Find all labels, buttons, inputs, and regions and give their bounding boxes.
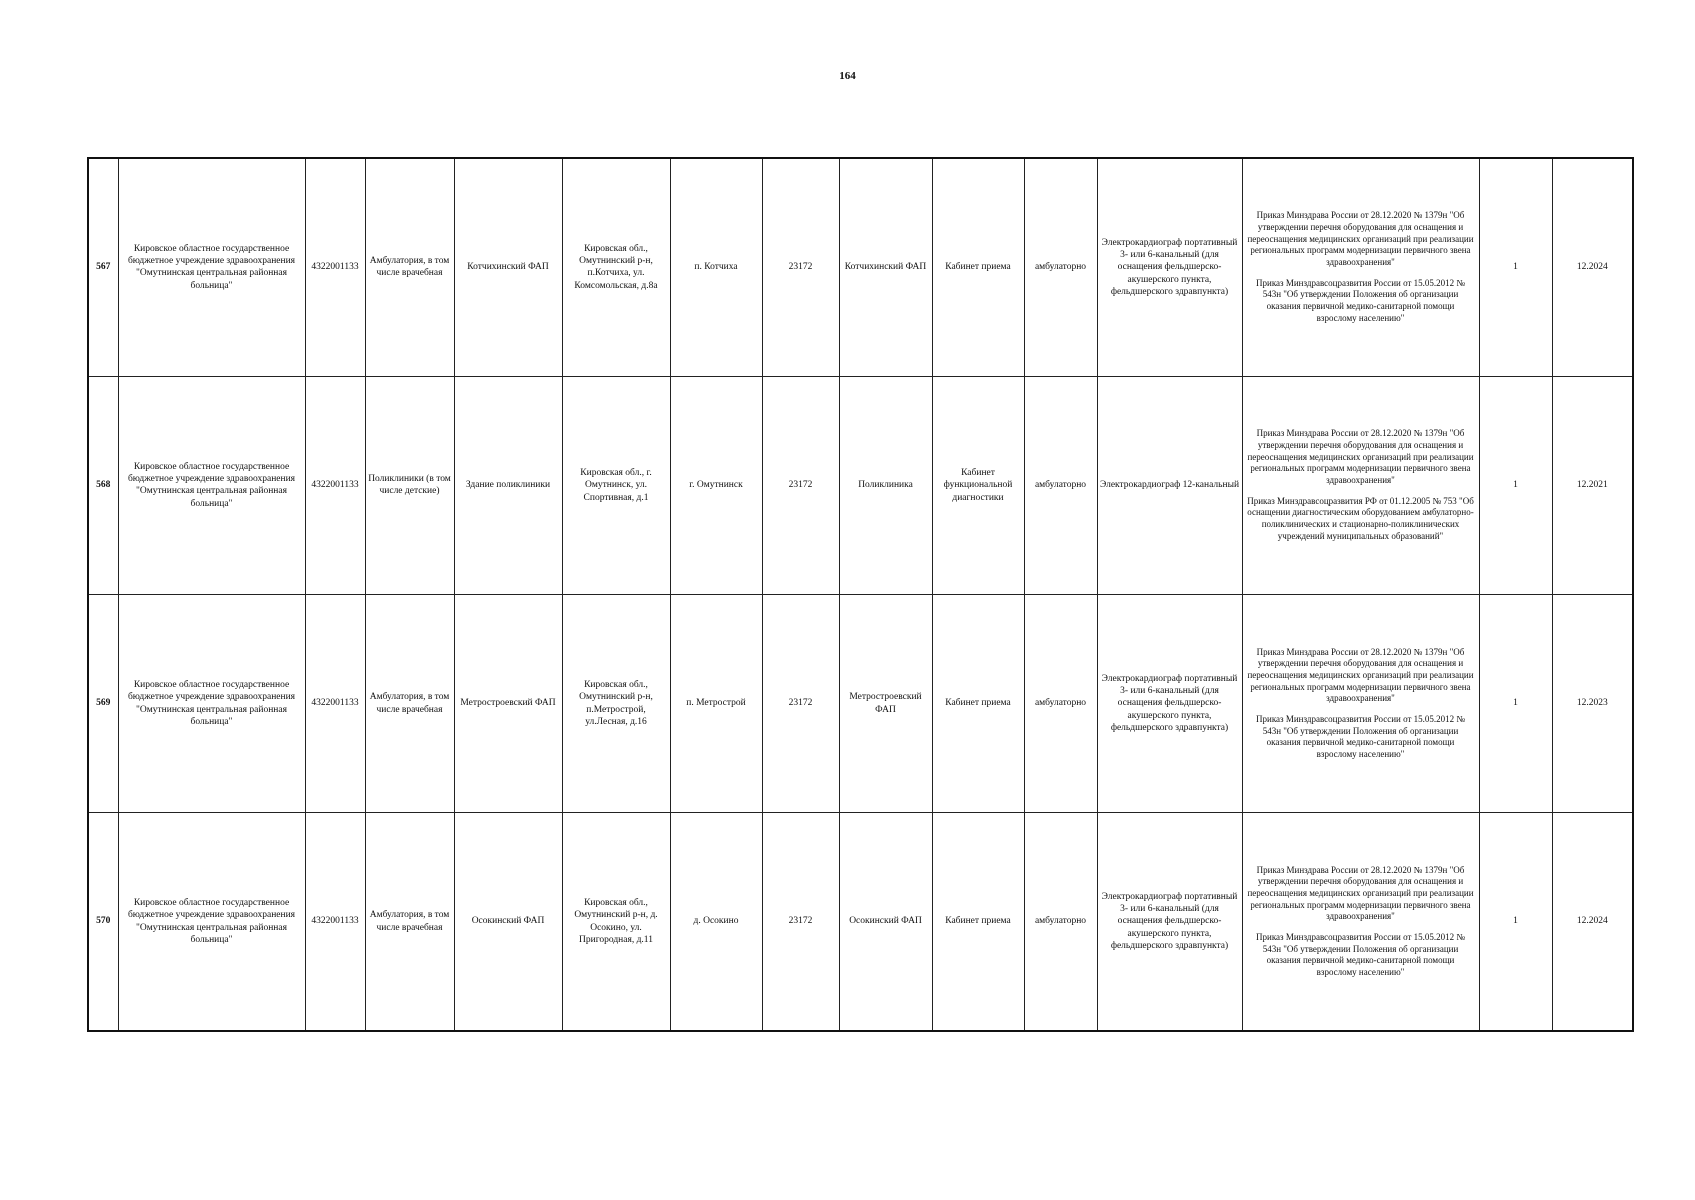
address: Кировская обл., Омутнинский р-н, п.Метрострой, ул.Лесная, д.16 (562, 595, 670, 813)
quantity: 1 (1479, 376, 1552, 594)
quantity: 1 (1479, 813, 1552, 1031)
row-number: 568 (88, 376, 118, 594)
inn-code: 4322001133 (305, 595, 365, 813)
equipment-registry-table (87, 157, 1634, 1032)
address: Кировская обл., Омутнинский р-н, д. Осокино, ул. Пригородная, д.11 (562, 813, 670, 1031)
equipment-name: Электрокардиограф портативный 3- или 6-канальный (для оснащения фельдшерско-акушерского пункта, фельдшерского здравпункта) (1097, 813, 1242, 1031)
legal-basis-order-1: Приказ Минздрава России от 28.12.2020 № 1379н "Об утверждении перечня оборудования для оснащения и переоснащения медицинских организаций при реализации региональных программ модернизации первичного звена здравоохранения" (1247, 646, 1474, 704)
room-name: Кабинет приема (932, 813, 1024, 1031)
table-row (88, 158, 1633, 376)
unit-type: Амбулатория, в том числе врачебная (365, 813, 454, 1031)
subdivision: Котчихинский ФАП (839, 158, 932, 376)
institution-name: Кировское областное государственное бюджетное учреждение здравоохранения "Омутнинская центральная районная больница" (118, 813, 305, 1031)
care-form: амбулаторно (1024, 595, 1097, 813)
unit-type: Амбулатория, в том числе врачебная (365, 158, 454, 376)
legal-basis (1242, 376, 1479, 594)
delivery-date: 12.2023 (1552, 595, 1633, 813)
legal-basis-order-1: Приказ Минздрава России от 28.12.2020 № 1379н "Об утверждении перечня оборудования для оснащения и переоснащения медицинских организаций при реализации региональных программ модернизации первичного звена здравоохранения" (1247, 864, 1474, 922)
room-name: Кабинет функциональной диагностики (932, 376, 1024, 594)
legal-basis (1242, 158, 1479, 376)
quantity: 1 (1479, 595, 1552, 813)
locality: п. Котчиха (670, 158, 762, 376)
equipment-name: Электрокардиограф портативный 3- или 6-канальный (для оснащения фельдшерско-акушерского пункта, фельдшерского здравпункта) (1097, 595, 1242, 813)
subdivision: Осокинский ФАП (839, 813, 932, 1031)
subdivision: Поликлиника (839, 376, 932, 594)
locality: г. Омутнинск (670, 376, 762, 594)
inn-code: 4322001133 (305, 158, 365, 376)
legal-basis (1242, 813, 1479, 1031)
table-row (88, 376, 1633, 594)
inn-code: 4322001133 (305, 376, 365, 594)
legal-basis (1242, 595, 1479, 813)
room-name: Кабинет приема (932, 158, 1024, 376)
building-name: Здание поликлиники (454, 376, 562, 594)
equipment-name: Электрокардиограф портативный 3- или 6-канальный (для оснащения фельдшерско-акушерского пункта, фельдшерского здравпункта) (1097, 158, 1242, 376)
inn-code: 4322001133 (305, 813, 365, 1031)
legal-basis-order-1: Приказ Минздрава России от 28.12.2020 № 1379н "Об утверждении перечня оборудования для оснащения и переоснащения медицинских организаций при реализации региональных программ модернизации первичного звена здравоохранения" (1247, 210, 1474, 268)
room-name: Кабинет приема (932, 595, 1024, 813)
delivery-date: 12.2024 (1552, 158, 1633, 376)
address: Кировская обл., Омутнинский р-н, п.Котчиха, ул. Комсомольская, д.8а (562, 158, 670, 376)
locality: д. Осокино (670, 813, 762, 1031)
oktmo-code: 23172 (762, 158, 839, 376)
legal-basis-order-2: Приказ Минздравсоцразвития России от 15.05.2012 № 543н "Об утверждении Положения об организации оказания первичной медико-санитарной помощи взрослому населению" (1256, 713, 1465, 760)
quantity: 1 (1479, 158, 1552, 376)
page-number: 164 (839, 70, 856, 82)
oktmo-code: 23172 (762, 376, 839, 594)
institution-name: Кировское областное государственное бюджетное учреждение здравоохранения "Омутнинская центральная районная больница" (118, 158, 305, 376)
equipment-name: Электрокардиограф 12-канальный (1097, 376, 1242, 594)
legal-basis-order-1: Приказ Минздрава России от 28.12.2020 № 1379н "Об утверждении перечня оборудования для оснащения и переоснащения медицинских организаций при реализации региональных программ модернизации первичного звена здравоохранения" (1247, 428, 1474, 486)
legal-basis-order-2: Приказ Минздравсоцразвития России от 15.05.2012 № 543н "Об утверждении Положения об организации оказания первичной медико-санитарной помощи взрослому населению" (1256, 931, 1465, 978)
institution-name: Кировское областное государственное бюджетное учреждение здравоохранения "Омутнинская центральная районная больница" (118, 595, 305, 813)
unit-type: Амбулатория, в том числе врачебная (365, 595, 454, 813)
legal-basis-order-2: Приказ Минздравсоцразвития России от 15.05.2012 № 543н "Об утверждении Положения об организации оказания первичной медико-санитарной помощи взрослому населению" (1256, 277, 1465, 323)
delivery-date: 12.2024 (1552, 813, 1633, 1031)
institution-name: Кировское областное государственное бюджетное учреждение здравоохранения "Омутнинская центральная районная больница" (118, 376, 305, 594)
building-name: Котчихинский ФАП (454, 158, 562, 376)
locality: п. Метрострой (670, 595, 762, 813)
row-number: 569 (88, 595, 118, 813)
row-number: 567 (88, 158, 118, 376)
care-form: амбулаторно (1024, 376, 1097, 594)
address: Кировская обл., г. Омутнинск, ул. Спортивная, д.1 (562, 376, 670, 594)
building-name: Метростроевский ФАП (454, 595, 562, 813)
delivery-date: 12.2021 (1552, 376, 1633, 594)
legal-basis-order-2: Приказ Минздравсоцразвития РФ от 01.12.2005 № 753 "Об оснащении диагностическим оборудованием амбулаторно-поликлинических и стационарно-поликлинических учреждений муниципальных образований" (1247, 495, 1474, 541)
table-row (88, 813, 1633, 1031)
care-form: амбулаторно (1024, 158, 1097, 376)
building-name: Осокинский ФАП (454, 813, 562, 1031)
subdivision: Метростроевский ФАП (839, 595, 932, 813)
row-number: 570 (88, 813, 118, 1031)
oktmo-code: 23172 (762, 595, 839, 813)
unit-type: Поликлиники (в том числе детские) (365, 376, 454, 594)
care-form: амбулаторно (1024, 813, 1097, 1031)
table-row (88, 595, 1633, 813)
oktmo-code: 23172 (762, 813, 839, 1031)
